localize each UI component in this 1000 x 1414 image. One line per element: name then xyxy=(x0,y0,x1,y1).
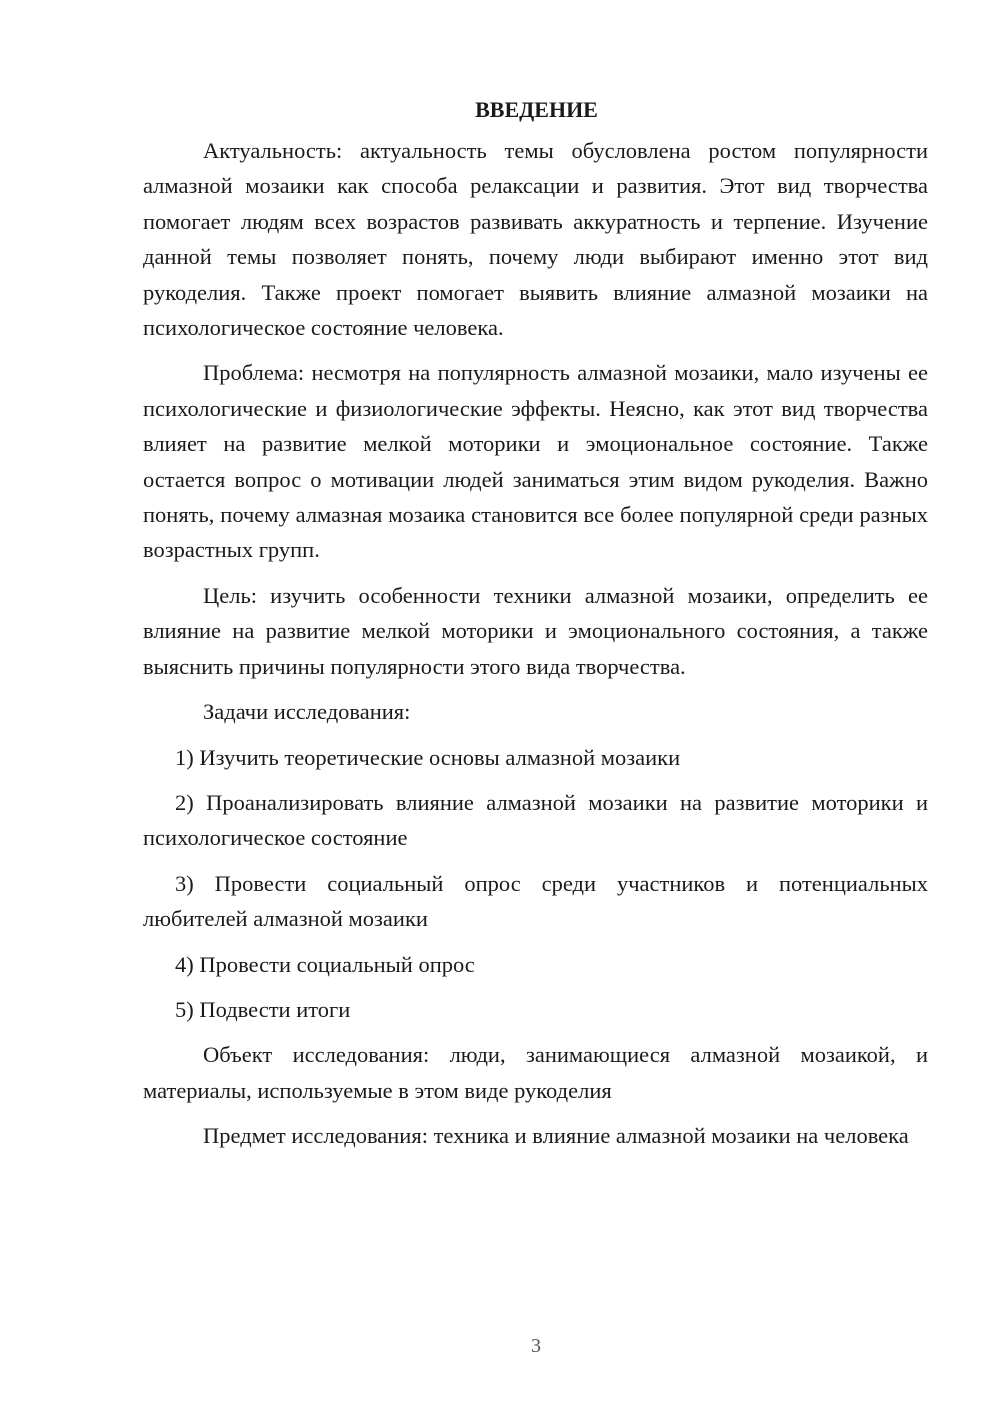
goal-paragraph: Цель: изучить особенности техники алмазной мозаики, определить ее влияние на развитие мелкой моторики и эмоционального состояния, а также выяснить причины популярности этого вида творчества. xyxy=(143,582,928,679)
task-item-3: 3) Провести социальный опрос среди участников и потенциальных любителей алмазной мозаики xyxy=(143,870,928,932)
task-item-2: 2) Проанализировать влияние алмазной мозаики на развитие моторики и психологическое состояние xyxy=(143,789,928,851)
tasks-heading: Задачи исследования: xyxy=(203,699,411,725)
task-item-4: 4) Провести социальный опрос xyxy=(175,951,475,977)
research-object-paragraph: Объект исследования: люди, занимающиеся алмазной мозаикой, и материалы, используемые в этом виде рукоделия xyxy=(143,1042,928,1103)
task-item-1: 1) Изучить теоретические основы алмазной мозаики xyxy=(175,744,681,770)
relevance-paragraph: Актуальность: актуальность темы обусловлена ростом популярности алмазной мозаики как способа релаксации и развития. Этот вид творчества помогает людям всех возрастов развивать аккуратность и терпение. Изучение данной темы позволяет понять, почему люди выбирают именно этот вид рукоделия. Также проект помогает выявить влияние алмазной мозаики на психологическое состояние человека. xyxy=(143,138,928,341)
section-heading: ВВЕДЕНИЕ xyxy=(475,97,598,122)
task-item-5: 5) Подвести итоги xyxy=(175,996,351,1022)
page-number: 3 xyxy=(531,1335,541,1357)
document-page xyxy=(143,96,928,1154)
research-subject-paragraph: Предмет исследования: техника и влияние алмазной мозаики на человека xyxy=(203,1123,909,1149)
problem-paragraph: Проблема: несмотря на популярность алмазной мозаики, мало изучены ее психологические и физиологические эффекты. Неясно, как этот вид творчества влияет на развитие мелкой моторики и эмоциональное состояние. Также остается вопрос о мотивации людей заниматься этим видом рукоделия. Важно понять, почему алмазная мозаика становится все более популярной среди разных возрастных групп. xyxy=(143,360,928,563)
